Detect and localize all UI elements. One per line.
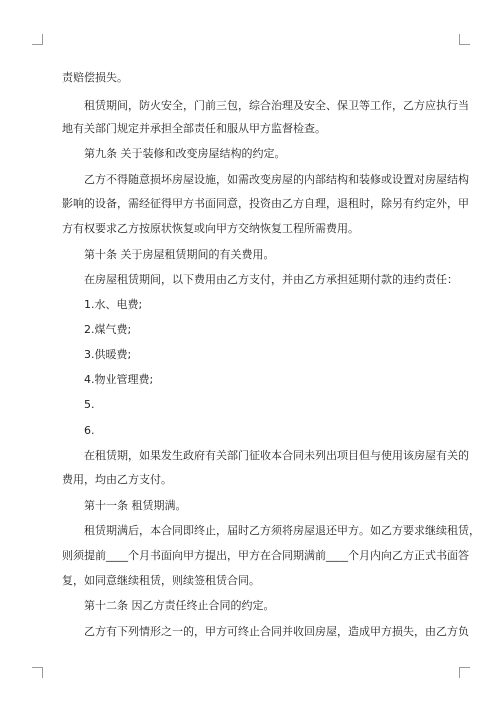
text-line-6: 影响的设备，需经征得甲方书面同意，投资由乙方自理，退租时，除另有约定外，甲 [62, 197, 469, 210]
text-line-23: 乙方有下列情形之一的，甲方可终止合同并收回房屋，造成甲方损失，由乙方负 [84, 625, 469, 638]
crop-mark-bottom-left [32, 667, 43, 678]
crop-mark-bottom-right [459, 667, 470, 678]
text-line-5: 乙方不得随意损坏房屋设施，如需改变房屋的内部结构和装修或设置对房屋结构 [84, 173, 469, 186]
text-line-9: 在房屋租赁期间，以下费用由乙方支付，并由乙方承担延期付款的违约责任： [84, 273, 458, 286]
text-line-16: 在租赁期，如果发生政府有关部门征收本合同未列出项目但与使用该房屋有关的 [84, 449, 469, 462]
list-item-5: 5. [84, 398, 95, 411]
list-item-4: 4.物业管理费; [84, 373, 154, 386]
list-item-6: 6. [84, 424, 95, 437]
text-line-20: 则须提前____个月书面向甲方提出，甲方在合同期满前____个月内向乙方正式书面答 [62, 549, 469, 562]
clause-12-heading: 第十二条 因乙方责任终止合同的约定。 [84, 599, 275, 612]
text-line-2: 租赁期间，防火安全，门前三包，综合治理及安全、保卫等工作，乙方应执行当 [84, 99, 469, 112]
crop-mark-top-left [32, 34, 43, 45]
clause-11-heading: 第十一条 租赁期满。 [84, 499, 187, 512]
crop-mark-top-right [459, 34, 470, 45]
text-line-19: 租赁期满后，本合同即终止，届时乙方须将房屋退还甲方。如乙方要求继续租赁， [84, 524, 480, 537]
list-item-3: 3.供暖费; [84, 348, 132, 361]
text-line-3: 地有关部门规定并承担全部责任和服从甲方监督检查。 [62, 122, 326, 135]
text-line-1: 责赔偿损失。 [62, 71, 128, 84]
text-line-7: 方有权要求乙方按原状恢复或向甲方交纳恢复工程所需费用。 [62, 222, 359, 235]
list-item-2: 2.煤气费; [84, 323, 132, 336]
list-item-1: 1.水、电费; [84, 298, 143, 311]
clause-9-heading: 第九条 关于装修和改变房屋结构的约定。 [84, 147, 286, 160]
clause-10-heading: 第十条 关于房屋租赁期间的有关费用。 [84, 248, 275, 261]
text-line-21: 复，如同意继续租赁，则续签租赁合同。 [62, 574, 260, 587]
text-line-17: 费用，均由乙方支付。 [62, 473, 172, 486]
